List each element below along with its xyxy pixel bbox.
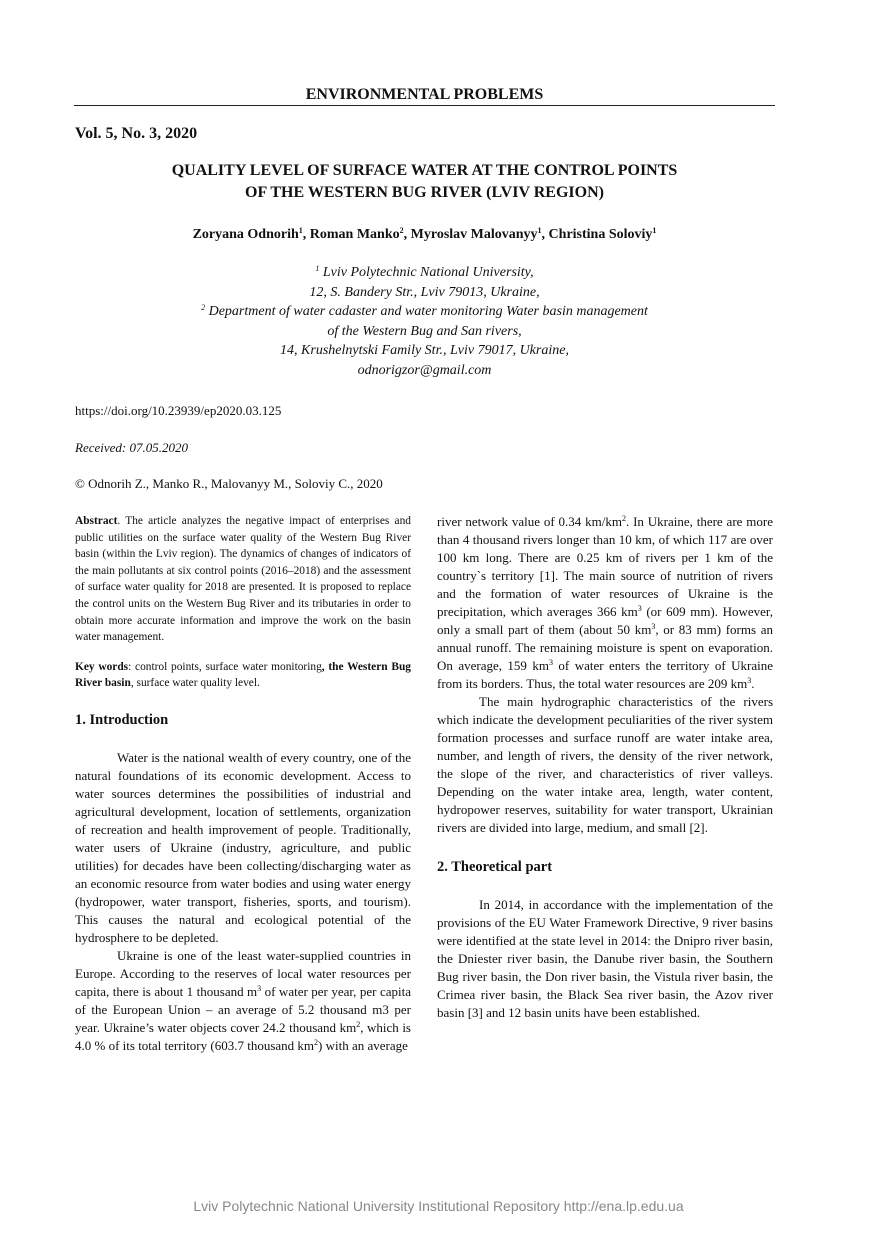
affiliation-1-line-1 <box>74 263 775 283</box>
text-run: , which is 4.0 % of its total territory (603.7 thousand km <box>75 1019 411 1053</box>
text-run: (or 609 mm). However, only a small part of them (about 50 km <box>437 604 773 637</box>
intro-paragraph-2 <box>75 947 411 1055</box>
author-affiliation-mark: 1 <box>298 226 303 235</box>
abstract <box>75 513 411 646</box>
superscript: 3 <box>548 658 553 667</box>
right-paragraph-1 <box>437 513 773 693</box>
journal-header: ENVIRONMENTAL PROBLEMS <box>305 86 544 103</box>
repository-footer: Lviv Polytechnic National University Institutional Repository http://ena.lp.edu.ua <box>193 1198 684 1214</box>
affiliation-text: Lviv Polytechnic National University, <box>319 265 534 280</box>
text-run: , or 83 mm) forms an annual runoff. The remaining moisture is spent on evaporation. On average, 159 km <box>437 622 773 673</box>
section-heading-introduction: 1. Introduction <box>75 711 169 728</box>
text-run: of water per year, per capita of the European Union – an average of 5.2 thousand m3 per year. Ukraine’s water objects cover 24.2 thousand km <box>75 983 411 1035</box>
affiliation-2-line-2: of the Western Bug and San rivers, <box>327 323 522 339</box>
superscript: 3 <box>651 622 656 631</box>
text-run: . In Ukraine, there are more than 4 thousand rivers longer than 10 km, of which 117 are over 100 km long. There are 0.25 km of rivers per 1 km of the country`s territory [1]. The main source of nutrition of rivers and the formation of water resources of Ukraine is the precipitation, which averages 366 km <box>437 514 773 619</box>
author-list: Zoryana Odnorih$^1$, Roman Manko$^2$, Myroslav Malovanyy$^1$, Christina Soloviy$^1$ <box>192 226 657 242</box>
keywords-text: : control points, surface water monitoring <box>128 660 322 673</box>
author-name: Zoryana Odnorih <box>192 227 299 242</box>
affiliation-2-line-3: 14, Krushelnytski Family Str., Lviv 79017, Ukraine, <box>280 343 569 358</box>
affiliation-mark: 1 <box>315 264 320 273</box>
header-rule <box>74 105 775 106</box>
doi-link[interactable]: https://doi.org/10.23939/ep2020.03.125 <box>75 403 282 418</box>
affiliation-mark: 2 <box>201 303 206 312</box>
author-affiliation-mark: 1 <box>537 226 542 235</box>
contact-email[interactable]: odnorigzor@gmail.com <box>357 362 492 378</box>
superscript: 2 <box>356 1019 361 1029</box>
author-affiliation-mark: 1 <box>652 226 657 235</box>
author-name: Myroslav Malovanyy <box>410 227 538 242</box>
text-run: of water enters the territory of Ukraine from its borders. Thus, the total water resources are 209 km <box>437 658 773 691</box>
affiliation-2-line-1 <box>74 302 775 322</box>
keywords-text-end: , surface water quality level. <box>130 677 260 690</box>
text-run: river network value of 0.34 km/km <box>437 514 622 529</box>
text-run: ) with an average <box>318 1037 408 1053</box>
title-line-1: QUALITY LEVEL OF SURFACE WATER AT THE CONTROL POINTS <box>171 162 678 179</box>
keywords-label: Key words <box>75 660 129 673</box>
right-column <box>437 513 773 1022</box>
article-title <box>74 160 775 204</box>
right-paragraph-3: In 2014, in accordance with the implementation of the provisions of the EU Water Framework Directive, 9 river basins were identified at the state level in 2014: the Dnipro river basin, the Dniester river basin, the Danube river basin, the Southern Bug river basin, the Don river basin, the Vistula river basin, the Crimea river basin, the Black Sea river basin, the Azov river basin [3] and 12 basin units have been established. <box>437 897 773 1020</box>
right-paragraph-2: The main hydrographic characteristics of the rivers which indicate the development peculiarities of the river system formation processes and surface runoff are water intake area, number, and length of rivers, the density of the river network, the slope of the river, and characteristics of river valleys. Depending on the water intake area, length, water content, hydropower reserves, suitability for water transport, Ukrainian rivers are divided into large, medium, and small [2]. <box>437 694 773 835</box>
volume-label: Vol. 5, No. 3, 2020 <box>75 125 198 142</box>
author-name: Christina Soloviy <box>548 227 653 242</box>
keywords <box>75 659 411 692</box>
author-affiliation-mark: 2 <box>399 226 404 235</box>
superscript: 2 <box>621 514 626 523</box>
superscript: 3 <box>747 676 752 685</box>
intro-paragraph-1: Water is the national wealth of every country, one of the natural foundations of its economic development. Access to water sources determines the possibilities of industrial and agricultural development, location of settlements, organization of recreation and health improvement of people. Traditionally, water users of Ukraine (industry, agriculture, and public utilities) for decades have been collecting/discharging water as an economic resource from water bodies and using water energy (hydropower, water transport, fisheries, sports, and tourism). This causes the natural and ecological potential of the hydrosphere to be depleted. <box>75 749 411 945</box>
abstract-text: . The article analyzes the negative impact of enterprises and public utilities on the surface water quality of the Western Bug River basin (within the Lviv region). The dynamics of changes of indicators of the main pollutants at six control points (2016–2018) and the assessment of surface water quality for 2018 are presented. It is proposed to replace the control units on the Western Bug River and its tributaries in order to obtain more accurate information and improve the work on the basin water management. <box>75 515 411 644</box>
abstract-label: Abstract <box>75 515 118 527</box>
affiliations <box>74 263 775 380</box>
text-run: . <box>751 676 755 691</box>
section-heading-theoretical-part: 2. Theoretical part <box>437 859 553 875</box>
title-line-2: OF THE WESTERN BUG RIVER (LVIV REGION) <box>245 184 604 201</box>
author-name: Roman Manko <box>309 227 400 242</box>
affiliation-text: Department of water cadaster and water monitoring Water basin management <box>205 304 648 319</box>
left-column <box>75 513 411 1055</box>
keywords-bold: , the Western Bug River basin <box>75 660 411 690</box>
received-date: Received: 07.05.2020 <box>75 440 188 455</box>
superscript: 3 <box>637 604 642 613</box>
text-run: Ukraine is one of the least water-supplied countries in Europe. According to the reserves of local water resources per capita, there is about 1 thousand m <box>75 947 411 999</box>
superscript: 3 <box>257 983 262 993</box>
copyright-notice: © Odnorih Z., Manko R., Malovanyy M., Soloviy C., 2020 <box>75 476 383 491</box>
affiliation-1-line-2: 12, S. Bandery Str., Lviv 79013, Ukraine, <box>309 284 540 300</box>
superscript: 2 <box>314 1037 319 1047</box>
